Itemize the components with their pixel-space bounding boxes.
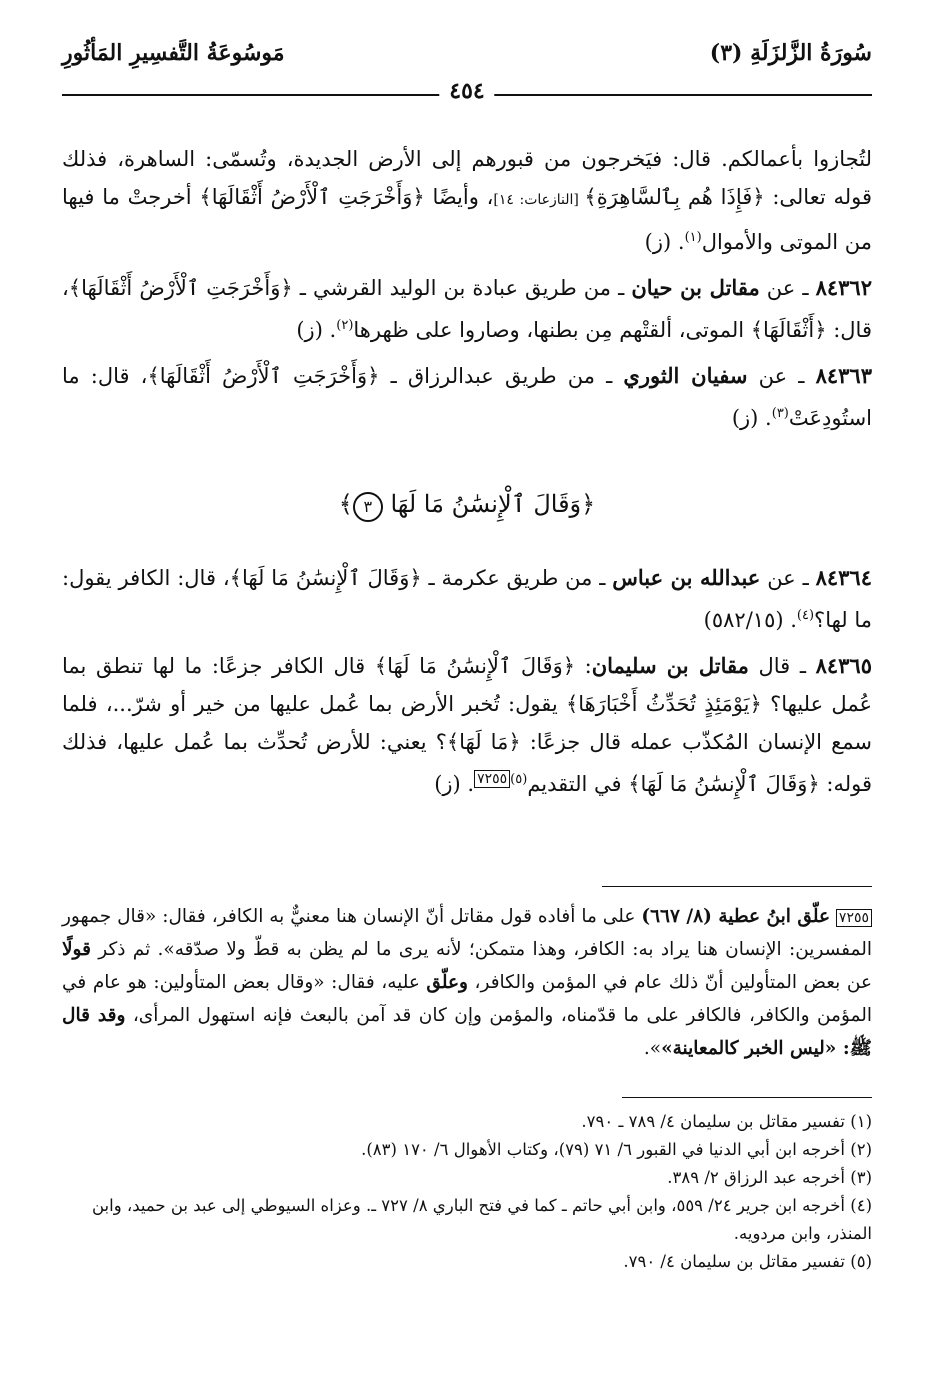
text: وعلّق xyxy=(426,972,468,993)
text: : xyxy=(575,654,592,678)
narrator-name: مقاتل بن حيان xyxy=(631,275,760,300)
quran-quote: ﴿فَإِذَا هُم بِٱلسَّاهِرَةِ﴾ xyxy=(584,185,765,209)
commentary-lead: علّق ابنُ عطية xyxy=(718,906,830,927)
quran-quote: ﴿وَقَالَ ٱلْإِنسَٰنُ مَا لَهَا﴾ xyxy=(374,654,576,678)
quran-quote: ﴿يَوْمَئِذٍ تُحَدِّثُ أَخْبَارَهَا﴾ xyxy=(565,692,762,716)
commentary-ref-box[interactable]: ٧٢٥٥ xyxy=(474,770,510,788)
verse-bracket: ﴾ xyxy=(338,490,353,518)
text: الموتى، ألقتْهم مِن بطنها، وصاروا على ظهرها xyxy=(353,318,751,342)
text: ـ من طريق عبادة بن الوليد القرشي ـ xyxy=(292,276,632,300)
text: ». xyxy=(643,1038,662,1059)
text: ، وأيضًا xyxy=(424,185,494,209)
text: ـ عن xyxy=(759,276,816,300)
text: على ما أفاده قول مقاتل أنّ الإنسان هنا معنيٌّ به الكافر، فقال: «قال جمهور المفسرين: الإنسان هنا يراد به: الكافر، وهذا متمكن؛ لأنه يرى ما لم يظن به قطّ ولا صدّقه». ثم ذكر xyxy=(62,906,872,960)
text: . (ز) xyxy=(296,318,337,342)
commentary-ref: (٨/ ٦٦٧) xyxy=(641,906,719,927)
text: . (ز) xyxy=(434,772,475,796)
footnote: (١) تفسير مقاتل بن سليمان ٤/ ٧٨٩ ـ ٧٩٠. xyxy=(581,1112,872,1131)
quran-quote: ﴿مَا لَهَا﴾ xyxy=(446,730,521,754)
narrator-name: سفيان الثوري xyxy=(623,363,748,388)
narration-number: ٨٤٣٦٢ xyxy=(815,275,872,300)
ayah-number-icon: ٣ xyxy=(353,492,383,522)
commentary-separator xyxy=(602,886,872,887)
text: ـ عن xyxy=(760,566,816,590)
verse-reference: [النازعات: ١٤] xyxy=(493,192,585,208)
narration-84363 xyxy=(62,357,872,437)
quran-quote: ﴿وَقَالَ ٱلْإِنسَٰنُ مَا لَهَا﴾ xyxy=(628,772,820,796)
footnote: (٢) أخرجه ابن أبي الدنيا في القبور ٦/ ٧١ (٧٩)، وكتاب الأهوال ٦/ ١٧٠ (٨٣). xyxy=(361,1140,872,1159)
footnote: (٣) أخرجه عبد الرزاق ٢/ ٣٨٩. xyxy=(667,1168,872,1187)
narrator-name: عبدالله بن عباس xyxy=(612,565,761,590)
footnotes xyxy=(62,1108,872,1276)
footnote-marker[interactable]: (٤) xyxy=(796,608,815,623)
text: قولًا xyxy=(62,939,91,960)
verse-text: ﴿وَقَالَ ٱلْإِنسَٰنُ مَا لَهَا xyxy=(390,490,596,518)
book-page xyxy=(62,40,873,1271)
quran-quote: ﴿أَثْقَالَهَا﴾ xyxy=(750,318,827,342)
text: . (ز) xyxy=(731,406,772,430)
text: أخرجتْ ما فيها من الموتى والأموال xyxy=(62,185,872,254)
verse-heading xyxy=(62,485,872,523)
narrator-name: مقاتل بن سليمان xyxy=(591,653,749,678)
quran-quote: ﴿وَأَخْرَجَتِ ٱلْأَرْضُ أَثْقَالَهَا﴾ xyxy=(68,276,293,300)
hadith-quote: «ليس الخبر كالمعاينة» xyxy=(661,1038,837,1059)
surah-title: سُورَةُ الزَّلزَلَةِ (٣) xyxy=(709,40,872,66)
quran-quote: ﴿وَأَخْرَجَتِ ٱلْأَرْضُ أَثْقَالَهَا﴾ xyxy=(147,364,380,388)
footnote: (٤) أخرجه ابن جرير ٢٤/ ٥٥٩، وابن أبي حاتم ـ كما في فتح الباري ٨/ ٧٢٧ ـ. وعزاه السيوطي إلى عبد بن حميد، وابن المنذر، وابن مردويه. xyxy=(91,1196,872,1243)
text: عن بعض المتأولين أنّ ذلك عام في المؤمن والكافر، xyxy=(467,972,872,993)
footnote-marker[interactable]: (١) xyxy=(684,230,702,245)
narration-number: ٨٤٣٦٤ xyxy=(815,565,872,590)
text: لتُجازوا بأعمالكم. قال: فيَخرجون من قبورهم إلى الأرض الجديدة، وتُسمّى: الساهرة، فذلك قوله تعالى: xyxy=(62,147,872,209)
text: وقد قال ﷺ: xyxy=(62,1005,872,1059)
intro-paragraph xyxy=(62,140,872,261)
page-number: ٤٥٤ xyxy=(439,78,494,104)
main-text xyxy=(62,140,872,811)
footnote-marker[interactable]: (٢) xyxy=(336,318,354,333)
text: ، قال: ما استُودِعَتْ xyxy=(62,364,872,430)
quran-quote: ﴿وَأَخْرَجَتِ ٱلْأَرْضُ أَثْقَالَهَا﴾ xyxy=(199,185,425,209)
text: ، قال: الكافر يقول: ما لها؟ xyxy=(62,566,872,632)
text: ـ عن xyxy=(747,364,816,388)
quran-quote: ﴿وَقَالَ ٱلْإِنسَٰنُ مَا لَهَا﴾ xyxy=(229,566,422,590)
text: عليه، فقال: «وقال بعض المتأولين: هو عام في المؤمن والكافر، فالكافر على ما قدّمناه، والمؤمن وإن كان قد آمن بالبعث فإنه استهول المرأى، xyxy=(62,972,872,1026)
footnote-marker[interactable]: (٥) xyxy=(510,772,528,787)
footnotes-separator xyxy=(622,1097,872,1098)
footnote: (٥) تفسير مقاتل بن سليمان ٤/ ٧٩٠. xyxy=(623,1252,872,1271)
text: . (ز) xyxy=(644,230,685,254)
narration-number: ٨٤٣٦٥ xyxy=(815,653,872,678)
text: . (٥٨٢/١٥) xyxy=(703,608,797,632)
text: يقول: تُخبر الأرض بما عُمل عليها من خير أو شرّ...، فلما سمع الإنسان المُكذّب عمله قال جزعًا: xyxy=(62,692,872,754)
narration-number: ٨٤٣٦٣ xyxy=(815,363,872,388)
commentary-number-box: ٧٢٥٥ xyxy=(836,909,872,927)
text: ؟ يعني: للأرض تُحدِّث بما عُمل عليها، فذلك قوله: xyxy=(62,730,872,796)
narration-84362 xyxy=(62,269,872,349)
running-header xyxy=(62,40,872,76)
text: في التقديم xyxy=(527,772,629,796)
text: قال الكافر جزعًا: ما لها تنطق بما عُمل عليها؟ xyxy=(62,654,873,716)
text: ـ من طريق عبدالرزاق ـ xyxy=(379,364,624,388)
text: ـ قال xyxy=(748,654,816,678)
footnote-marker[interactable]: (٣) xyxy=(771,406,789,421)
commentary-block xyxy=(62,900,872,1065)
text: ـ من طريق عكرمة ـ xyxy=(421,566,613,590)
narration-84365 xyxy=(62,647,872,803)
book-title: مَوسُوعَةُ التَّفسِيرِ المَأثُورِ xyxy=(62,40,285,66)
text: ، قال: xyxy=(62,276,872,342)
narration-84364 xyxy=(62,559,872,639)
